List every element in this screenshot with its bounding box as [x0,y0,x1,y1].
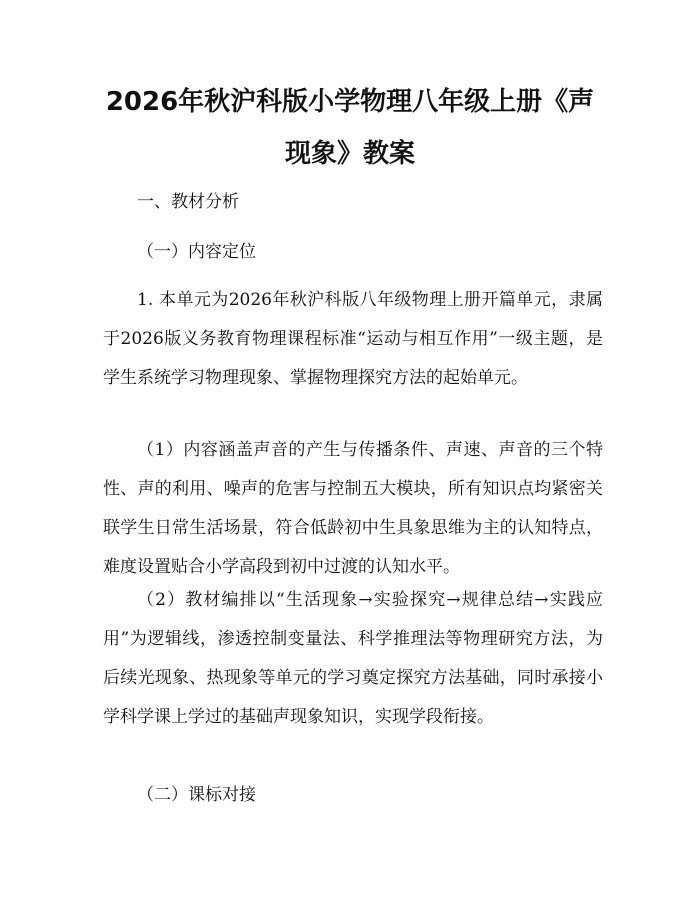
paragraph-textbook-arrangement: （2）教材编排以“生活现象→实验探究→规律总结→实践应用”为逻辑线，渗透控制变量法、科学推理法等物理研究方法，为后续光现象、热现象等单元的学习奠定探究方法基础，同时承接小学科学课上学过的基础声现象知识，实现学段衔接。 [103,590,603,727]
subsection-heading-content-positioning: （一）内容定位 [137,242,256,262]
paragraph-content-coverage: （1）内容涵盖声音的产生与传播条件、声速、声音的三个特性、声的利用、噪声的危害与控制五大模块，所有知识点均紧密关联学生日常生活场景，符合低龄初中生具象思维为主的认知特点，难度设置贴合小学高段到初中过渡的认知水平。 [103,440,603,577]
section-heading-textbook-analysis: 一、教材分析 [137,192,239,212]
paragraph-unit-positioning: 1. 本单元为2026年秋沪科版八年级物理上册开篇单元，隶属于2026版义务教育物理课程标准“运动与相互作用”一级主题，是学生系统学习物理现象、掌握物理探究方法的起始单元。 [103,290,603,388]
document-title: 2026年秋沪科版小学物理八年级上册《声现象》教案 [105,87,595,169]
subsection-heading-curriculum-alignment: （二）课标对接 [137,785,256,805]
